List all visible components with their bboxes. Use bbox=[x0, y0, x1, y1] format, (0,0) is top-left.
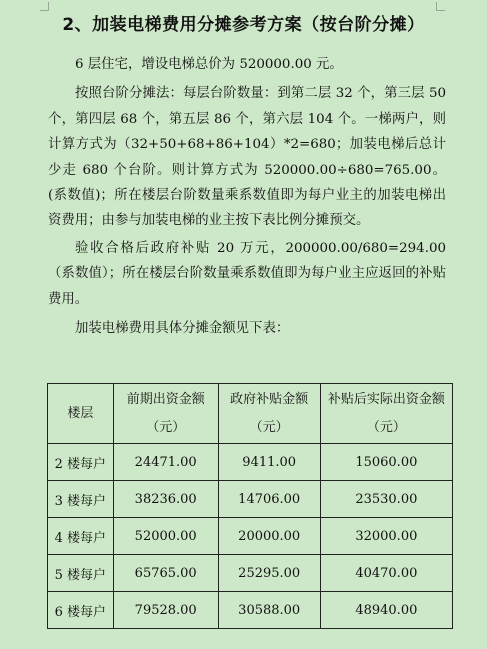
cell-actual: 32000.00 bbox=[320, 518, 452, 555]
cell-floor: 2 楼每户 bbox=[48, 444, 114, 481]
cell-actual: 48940.00 bbox=[320, 592, 452, 629]
cell-floor: 3 楼每户 bbox=[48, 481, 114, 518]
cell-subsidy: 9411.00 bbox=[218, 444, 320, 481]
cell-actual: 23530.00 bbox=[320, 481, 452, 518]
cell-subsidy: 25295.00 bbox=[218, 555, 320, 592]
paragraph-total-cost: 6 层住宅，增设电梯总价为 520000.00 元。 bbox=[75, 57, 343, 72]
table-row bbox=[48, 555, 453, 592]
header-floor: 楼层 bbox=[48, 384, 114, 444]
cell-subsidy: 20000.00 bbox=[218, 518, 320, 555]
table-row bbox=[48, 481, 453, 518]
cell-prepaid: 79528.00 bbox=[113, 592, 218, 629]
header-subsidy: 政府补贴金额 （元） bbox=[218, 384, 320, 444]
cell-prepaid: 52000.00 bbox=[113, 518, 218, 555]
section-title: 2、加装电梯费用分摊参考方案（按台阶分摊） bbox=[62, 15, 425, 35]
cost-allocation-table bbox=[47, 383, 453, 629]
table-row bbox=[48, 592, 453, 629]
paragraph-step-method: 按照台阶分摊法：每层台阶数量：到第二层 32 个，第三层 50 个，第四层 68 个，第五层 86 个，第六层 104 个。一梯两户，则计算方式为（32+50+68+86+104）*2=680；加装电梯后总计少走 680 个台阶。则计算方式为 520000.00÷680=765.00。(系数值)；所在楼层台阶数量乘系数值即为每户业主的加装电梯出资费用；由参与加装电梯的业主按下表比例分摊预交。 bbox=[48, 86, 446, 229]
cell-floor: 4 楼每户 bbox=[48, 518, 114, 555]
cell-subsidy: 14706.00 bbox=[218, 481, 320, 518]
cell-actual: 15060.00 bbox=[320, 444, 452, 481]
table-row bbox=[48, 444, 453, 481]
paragraph-table-intro: 加装电梯费用具体分摊金额见下表： bbox=[75, 321, 290, 337]
body-text bbox=[48, 52, 446, 341]
header-actual: 补贴后实际出资金额 （元） bbox=[320, 384, 452, 444]
cell-prepaid: 65765.00 bbox=[113, 555, 218, 592]
paragraph-subsidy: 验收合格后政府补贴 20 万元，200000.00/680=294.00（系数值）；所在楼层台阶数量乘系数值即为每户业主应返回的补贴费用。 bbox=[48, 240, 446, 307]
cell-prepaid: 24471.00 bbox=[113, 444, 218, 481]
header-prepaid: 前期出资金额 （元） bbox=[113, 384, 218, 444]
cell-floor: 5 楼每户 bbox=[48, 555, 114, 592]
table-row bbox=[48, 518, 453, 555]
cell-floor: 6 楼每户 bbox=[48, 592, 114, 629]
cell-actual: 40470.00 bbox=[320, 555, 452, 592]
cell-prepaid: 38236.00 bbox=[113, 481, 218, 518]
table-header-row bbox=[48, 384, 453, 444]
cell-subsidy: 30588.00 bbox=[218, 592, 320, 629]
